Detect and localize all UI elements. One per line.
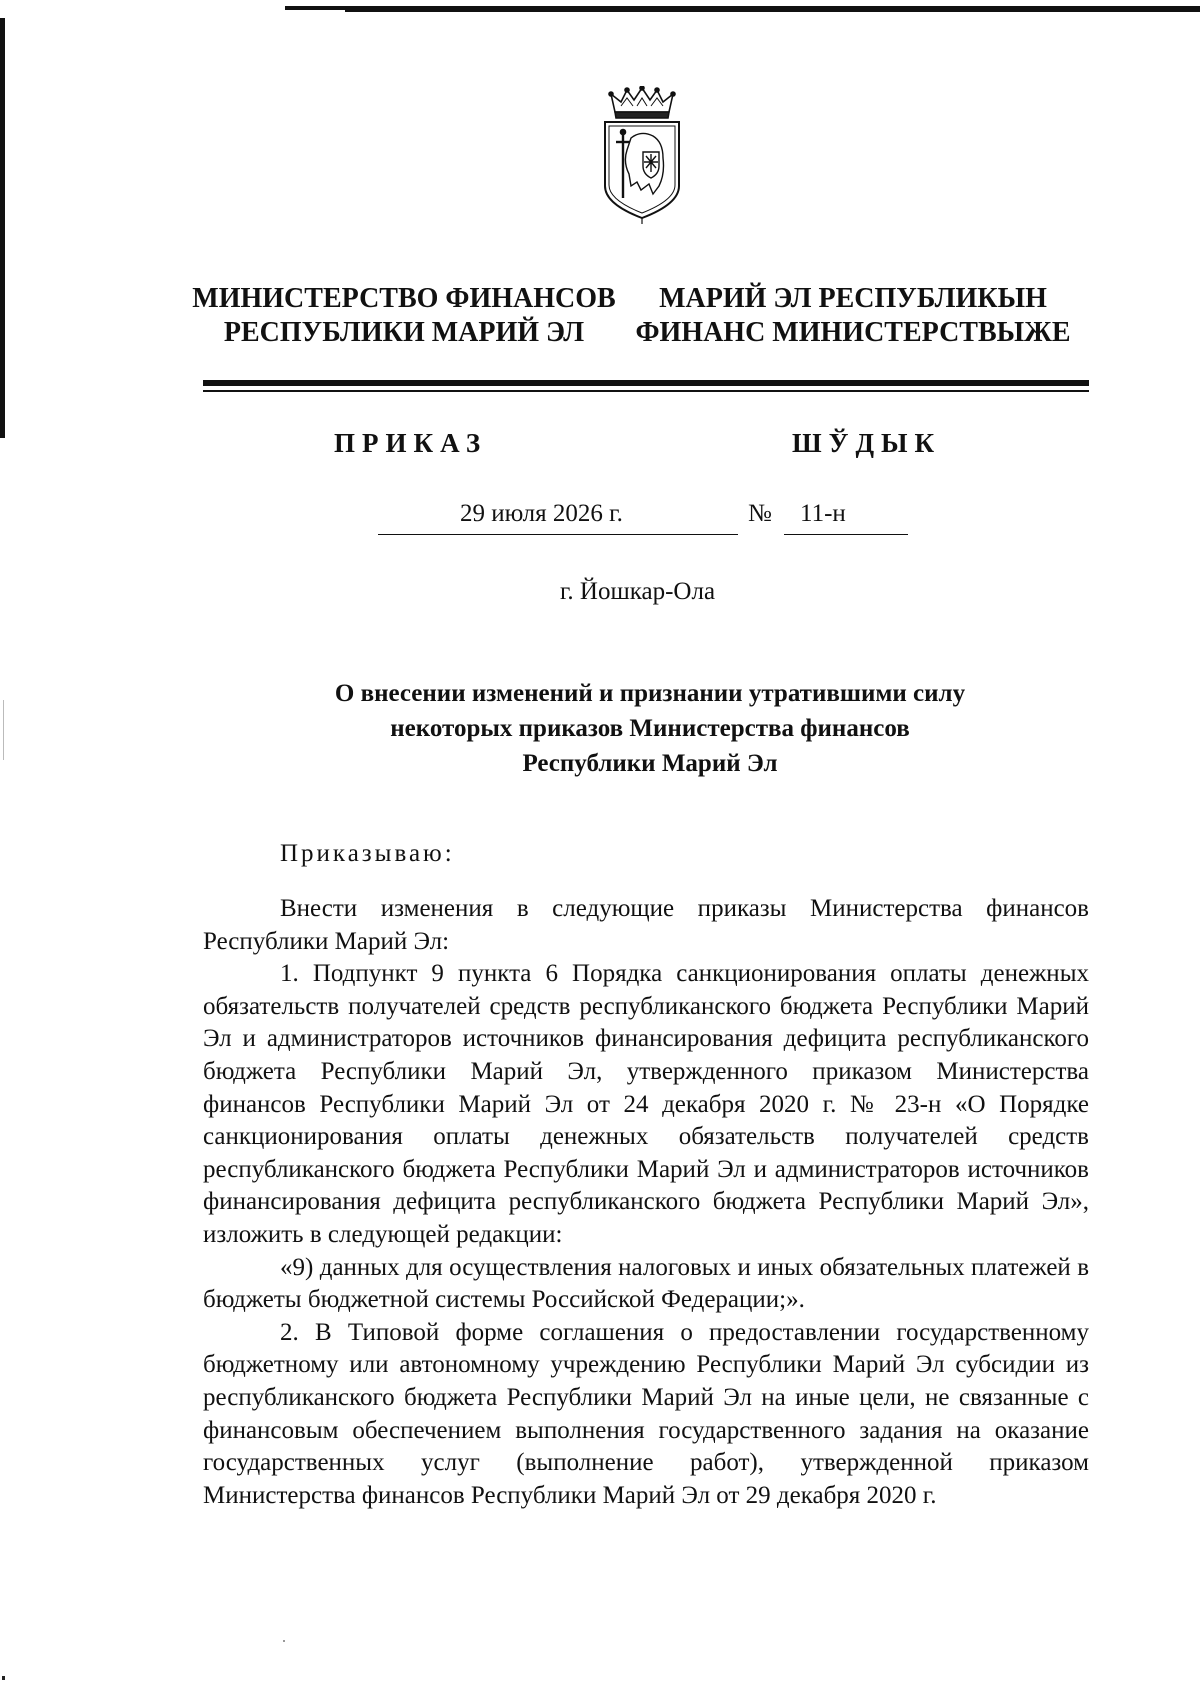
scan-speck [2, 1676, 5, 1680]
order-number-underline [784, 534, 908, 535]
order-title-russian: ПРИКАЗ [334, 428, 488, 458]
scan-edge-top-gap [285, 10, 345, 12]
body-paragraph-item-2: 2. В Типовой форме соглашения о предоставлении государственному бюджетному или автономному учреждению Республики Марий Эл субсидии из республиканского бюджета Республики Марий Эл на иные цели, не связанные с финансовым обеспечением выполнения государственного задания на оказание государственных услуг (выполнение работ), утвержденной приказом Министерства финансов Республики Марий Эл от 29 декабря 2020 г. [203, 1318, 1089, 1509]
ministry-name-ru-line2: РЕСПУБЛИКИ МАРИЙ ЭЛ [223, 317, 585, 348]
order-date: 29 июля 2026 г. [460, 500, 623, 527]
order-number: 11-н [800, 500, 846, 527]
ministry-name-mari-line1: МАРИЙ ЭЛ РЕСПУБЛИКЫН [659, 283, 1047, 314]
order-subject-line2: некоторых приказов Министерства финансов [390, 715, 910, 742]
order-body [203, 893, 1089, 1512]
body-paragraph-intro: Внести изменения в следующие приказы Министерства финансов Республики Марий Эл: [203, 895, 1089, 955]
ministry-name-mari [628, 282, 1078, 350]
decree-word: Приказываю: [280, 840, 455, 867]
body-paragraph-quote: «9) данных для осуществления налоговых и иных обязательных платежей в бюджеты бюджетной системы Российской Федерации;». [203, 1253, 1089, 1314]
order-subject-line1: О внесении изменений и признании утратившими силу [334, 680, 966, 707]
scan-edge-left-faint [3, 700, 4, 760]
order-city: г. Йошкар-Ола [560, 578, 716, 605]
body-paragraph-item-1: 1. Подпункт 9 пункта 6 Порядка санкционирования оплаты денежных обязательств получателей средств республиканского бюджета Республики Марий Эл и администраторов источников финансирования дефицита республиканского бюджета Республики Марий Эл, утвержденного приказом Министерства финансов Республики Марий Эл от 24 декабря 2020 г. № 23-н «О Порядке санкционирования оплаты денежных обязательств получателей средств республиканского бюджета Республики Марий Эл и администраторов источников финансирования дефицита республиканского бюджета Республики Марий Эл», изложить в следующей редакции: [203, 960, 1089, 1248]
order-date-underline [378, 534, 738, 535]
scan-speck-bottom [283, 1640, 285, 1642]
order-title-mari: ШЎДЫК [792, 428, 942, 458]
ministry-name-mari-line2: ФИНАНС МИНИСТЕРСТВЫЖЕ [635, 317, 1071, 348]
order-subject [290, 676, 1010, 781]
ministry-name-russian [183, 282, 625, 350]
header-rule-thick [203, 380, 1089, 386]
order-subject-line3: Республики Марий Эл [522, 750, 778, 777]
order-number-sign: № [748, 500, 772, 527]
coat-of-arms-icon [601, 86, 683, 226]
scan-edge-top [285, 6, 1200, 12]
scan-edge-left [0, 18, 5, 438]
header-rule-thin [203, 390, 1089, 392]
ministry-name-ru-line1: МИНИСТЕРСТВО ФИНАНСОВ [192, 283, 616, 314]
